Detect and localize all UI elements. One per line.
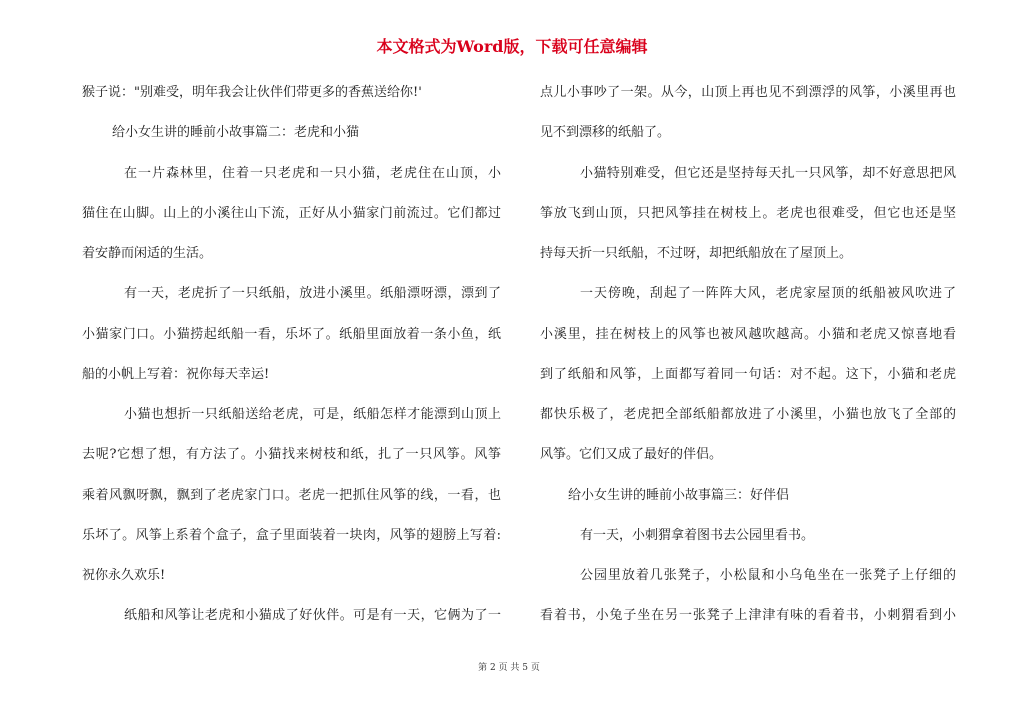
section-heading — [82, 113, 501, 153]
text-line: 见不到漂移的纸船了。 — [540, 125, 671, 141]
paragraph — [82, 73, 501, 113]
text-line: 风筝。它们又成了最好的伴侣。 — [540, 447, 723, 463]
text-line: 船的小帆上写着：祝你每天幸运! — [82, 366, 270, 382]
left-column — [82, 73, 501, 637]
text-line: 一天傍晚，刮起了一阵阵大风，老虎家屋顶的纸船被风吹进了 — [580, 286, 956, 302]
text-line: 祝你永久欢乐! — [82, 568, 166, 583]
text-line: 小溪里，挂在树枝上的风筝也被风越吹越高。小猫和老虎又惊喜地看 — [540, 326, 956, 342]
text-line: 看着书，小兔子坐在另一张凳子上津津有味的看着书，小刺猬看到小 — [540, 608, 956, 624]
text-line: 到了纸船和风筝，上面都写着同一句话：对不起。这下，小猫和老虎 — [540, 366, 956, 382]
paragraph — [540, 73, 956, 154]
paragraph — [540, 154, 956, 275]
paragraph — [540, 556, 956, 637]
text-line: 都快乐极了，老虎把全部纸船都放进了小溪里，小猫也放飞了全部的 — [540, 407, 956, 422]
text-line: 猴子说："别难受，明年我会让伙伴们带更多的香蕉送给你!' — [82, 85, 422, 100]
text-line: 小猫特别难受，但它还是坚持每天扎一只风筝，却不好意思把风 — [580, 165, 956, 181]
paragraph — [540, 516, 956, 556]
text-line: 公园里放着几张凳子，小松鼠和小乌龟坐在一张凳子上仔细的 — [580, 568, 956, 583]
text-line: 去呢?它想了想，有方法了。小猫找来树枝和纸，扎了一只风筝。风筝 — [82, 447, 501, 463]
text-line: 小猫也想折一只纸船送给老虎，可是，纸船怎样才能漂到山顶上 — [124, 407, 501, 422]
right-column — [540, 73, 956, 637]
paragraph — [82, 154, 501, 275]
section-heading-text: 给小女生讲的睡前小故事篇三：好伴侣 — [568, 487, 790, 503]
section-heading — [540, 476, 956, 516]
text-line: 有一天，小刺猬拿着图书去公园里看书。 — [580, 527, 815, 543]
text-line: 乘着风飘呀飘，飘到了老虎家门口。老虎一把抓住风筝的线，一看，也 — [82, 487, 501, 503]
page-number: 第 2 页 共 5 页 — [478, 663, 540, 673]
header-notice: 本文格式为Word版，下载可任意编辑 — [376, 37, 648, 56]
paragraph — [540, 274, 956, 475]
text-line: 在一片森林里，住着一只老虎和一只小猫，老虎住在山顶，小 — [124, 165, 501, 181]
text-line: 点儿小事吵了一架。从今，山顶上再也见不到漂浮的风筝，小溪里再也 — [540, 85, 956, 100]
text-line: 有一天，老虎折了一只纸船，放进小溪里。纸船漂呀漂，漂到了 — [124, 286, 501, 302]
paragraph — [82, 274, 501, 395]
text-line: 猫住在山脚。山上的小溪往山下流，正好从小猫家门前流过。它们都过 — [82, 205, 501, 221]
text-line: 筝放飞到山顶，只把风筝挂在树枝上。老虎也很难受，但它也还是坚 — [540, 205, 956, 221]
paragraph — [82, 596, 501, 636]
text-line: 小猫家门口。小猫捞起纸船一看，乐坏了。纸船里面放着一条小鱼，纸 — [82, 326, 501, 342]
text-line: 乐坏了。风筝上系着个盒子，盒子里面装着一块肉，风筝的翅膀上写着: — [82, 527, 501, 543]
text-line: 着安静而闲适的生活。 — [82, 246, 213, 261]
section-heading-text: 给小女生讲的睡前小故事篇二：老虎和小猫 — [112, 125, 360, 141]
text-line: 持每天折一只纸船，不过呀，却把纸船放在了屋顶上。 — [540, 246, 853, 261]
text-line: 纸船和风筝让老虎和小猫成了好伙伴。可是有一天，它俩为了一 — [124, 608, 501, 624]
paragraph — [82, 395, 501, 596]
